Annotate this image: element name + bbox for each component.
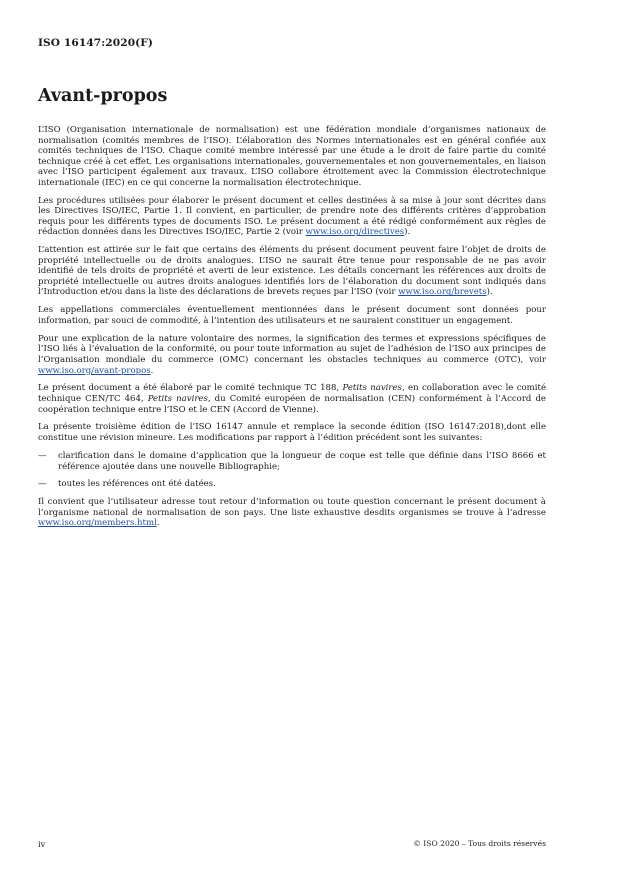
paragraph-procedures-text: Les procédures utilisées pour élaborer le présent document et celles destinées à sa mise à jour sont décrites dans les Directives ISO/IEC, Partie 1. Il convient, en particulier, de prendre note des différents critères d’approbation requis pour les différents types de documents ISO. Le présent document a été rédigé conformément aux règles de rédaction données dans les Directives ISO/IEC, Partie 2 (voir bbox=[38, 195, 546, 238]
paragraph-committee-a: Le présent document a été élaboré par le comité technique TC 188, bbox=[38, 383, 343, 394]
paragraph-feedback-text: Il convient que l’utilisateur adresse tout retour d’information ou toute question concernant le présent document à l’organisme national de normalisation de son pays. Une liste exhaustive desdits organismes se trouve à l’adresse bbox=[38, 497, 546, 518]
list-item-text: clarification dans le domaine d’application que la longueur de coque est telle que définie dans l’ISO 8666 et référence ajoutée dans une nouvelle Bibliographie; bbox=[58, 450, 546, 472]
paragraph-committee-b: , en collaboration avec le comité technique CEN/TC 464, bbox=[38, 383, 546, 404]
directives-link[interactable]: www.iso.org/directives bbox=[305, 227, 405, 238]
paragraph-voluntary-nature-end: . bbox=[150, 365, 154, 376]
copyright-notice: © ISO 2020 – Tous droits réservés bbox=[413, 839, 546, 848]
paragraph-patents-text: L’attention est attirée sur le fait que certains des éléments du présent document peuvent faire l’objet de droits de propriété intellectuelle ou de droits analogues. L’ISO ne saurait être tenue pour responsable de ne pas avoir identifié de tels droits de propriété et averti de leur existence. Les détails concernant les références aux droits de propriété intellectuelle ou autres droits analogues identifiés lors de l’élaboration du document sont indiqués dans l’Introduction et/ou dans la liste des déclarations de brevets reçues par l’ISO (voir bbox=[38, 245, 546, 298]
paragraph-voluntary-nature-text: Pour une explication de la nature volontaire des normes, la signification des termes et expressions spécifiques de l’ISO liés à l’évaluation de la conformité, ou pour toute information au sujet de l’adhésion de l’ISO aux principes de l’Organisation mondiale du commerce (OMC) concernant les obstacles techniques au commerce (OTC), voir bbox=[38, 333, 546, 365]
paragraph-feedback-end: . bbox=[156, 518, 160, 529]
foreword-link[interactable]: www.iso.org/avant-propos bbox=[38, 365, 151, 376]
paragraph-edition: La présente troisième édition de l’ISO 16147 annule et remplace la seconde édition (ISO 16147:2018),dont elle constitue une révision mineure. Les modifications par rapport à l’édition précédent sont les suivantes: bbox=[38, 422, 546, 444]
foreword-body bbox=[38, 125, 546, 536]
paragraph-iso-description: L’ISO (Organisation internationale de normalisation) est une fédération mondiale d’organismes nationaux de normalisation (comités membres de l’ISO). L’élaboration des Normes internationales est en général confiée aux comités techniques de l’ISO. Chaque comité membre intéressé par une étude a le droit de faire partie du comité technique créé à cet effet. Les organisations internationales, gouvernementales et non gouvernementales, en liaison avec l’ISO participent également aux travaux. L’ISO collabore étroitement avec la Commission électrotechnique internationale (IEC) en ce qui concerne la normalisation électrotechnique. bbox=[38, 125, 546, 188]
members-link[interactable]: www.iso.org/members.html bbox=[38, 518, 157, 529]
paragraph-feedback bbox=[38, 497, 546, 529]
committee-name-iso: Petits navires bbox=[342, 383, 402, 394]
paragraph-trade-names: Les appellations commerciales éventuellement mentionnées dans le présent document sont données pour information, par souci de commodité, à l’intention des utilisateurs et ne sauraient constituer un engagement. bbox=[38, 305, 546, 326]
section-title: Avant-propos bbox=[38, 86, 168, 106]
list-dash: — bbox=[38, 479, 47, 490]
committee-name-cen: Petits navires bbox=[147, 393, 208, 404]
document-id: ISO 16147:2020(F) bbox=[38, 37, 154, 49]
paragraph-committee-c: , du Comité européen de normalisation (CEN) conformément à l’Accord de coopération technique entre l’ISO et le CEN (Accord de Vienne). bbox=[38, 393, 546, 415]
page-number: iv bbox=[38, 839, 46, 849]
paragraph-voluntary-nature bbox=[38, 334, 546, 376]
list-dash: — bbox=[38, 450, 47, 461]
paragraph-patents-end: ). bbox=[486, 287, 493, 298]
list-item-text: toutes les références ont été datées. bbox=[58, 479, 216, 490]
paragraph-procedures-end: ). bbox=[404, 227, 411, 238]
paragraph-committee bbox=[38, 383, 546, 415]
patents-link[interactable]: www.iso.org/brevets bbox=[398, 287, 487, 298]
list-item bbox=[38, 451, 546, 472]
paragraph-procedures bbox=[38, 196, 546, 238]
list-item bbox=[38, 479, 546, 490]
paragraph-patents bbox=[38, 245, 546, 298]
